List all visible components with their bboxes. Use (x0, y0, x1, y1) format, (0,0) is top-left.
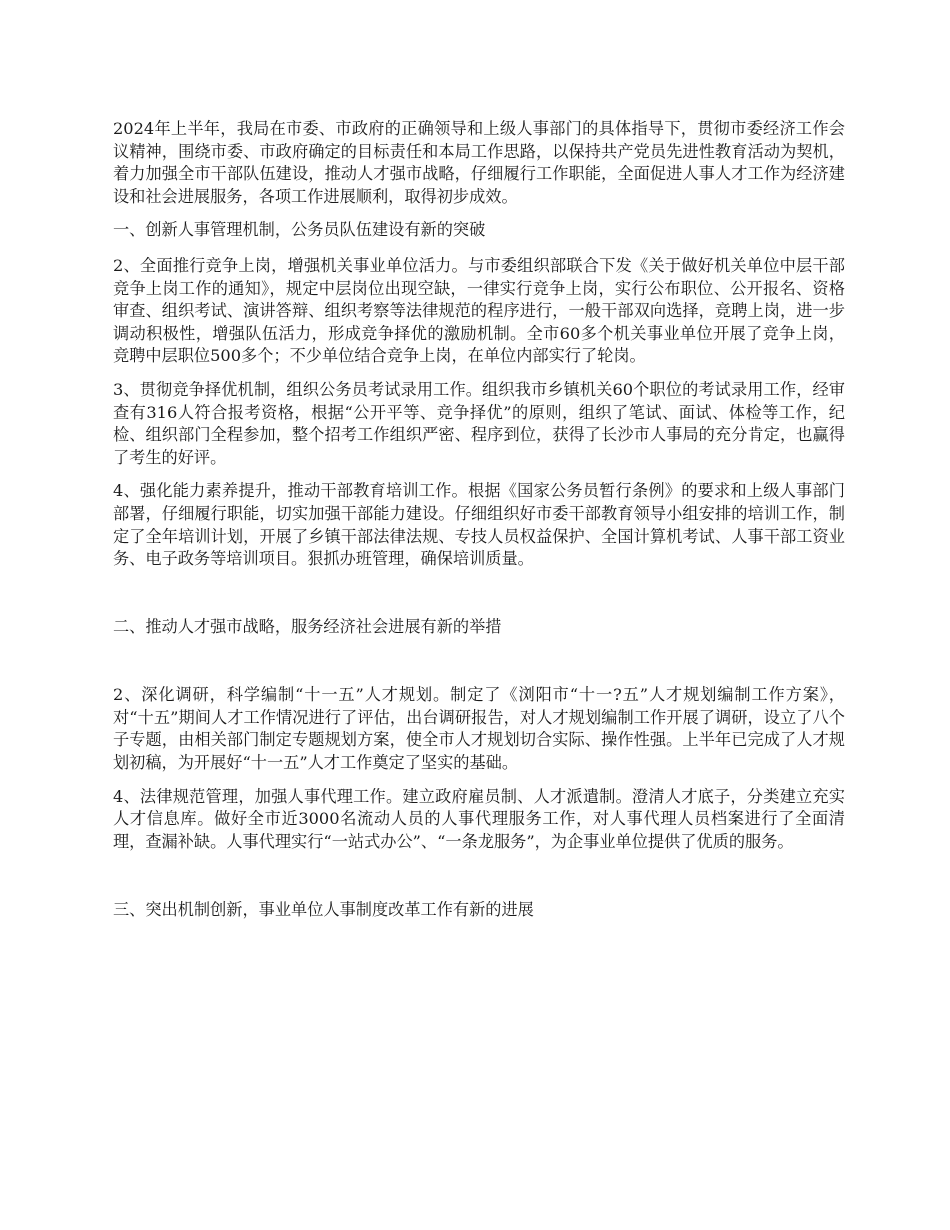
section-heading-2: 二、推动人才强市战略，服务经济社会进展有新的举措 (113, 616, 502, 636)
section-1-item-2: 2、全面推行竞争上岗，增强机关事业单位活力。与市委组织部联合下发《关于做好机关单位中层干部竞争上岗工作的通知》，规定中层岗位出现空缺，一律实行竞争上岗，实行公布职位、公开报名、资格审查、组织考试、演讲答辩、组织考察等法律规范的程序进行，一般干部双向选择，竞聘上岗，进一步调动积极性，增强队伍活力，形成竞争择优的激励机制。全市60多个机关事业单位开展了竞争上岗，竞聘中层职位500多个；不少单位结合竞争上岗，在单位内部实行了轮岗。 (113, 255, 845, 366)
intro-paragraph: 2024年上半年，我局在市委、市政府的正确领导和上级人事部门的具体指导下，贯彻市委经济工作会议精神，围绕市委、市政府确定的目标责任和本局工作思路，以保持共产党员先进性教育活动为契机，着力加强全市干部队伍建设，推动人才强市战略，仔细履行工作职能，全面促进人事人才工作为经济建设和社会进展服务，各项工作进展顺利，取得初步成效。 (113, 119, 845, 206)
section-heading-1: 一、创新人事管理机制，公务员队伍建设有新的突破 (113, 220, 486, 240)
section-2-item-2: 2、深化调研，科学编制“十一五”人才规划。制定了《浏阳市“十一?五”人才规划编制工作方案》，对“十五”期间人才工作情况进行了评估，出台调研报告，对人才规划编制工作开展了调研，设立了八个子专题，由相关部门制定专题规划方案，使全市人才规划切合实际、操作性强。上半年已完成了人才规划初稿，为开展好“十一五”人才工作奠定了坚实的基础。 (113, 685, 845, 773)
section-1-item-4: 4、强化能力素养提升，推动干部教育培训工作。根据《国家公务员暂行条例》的要求和上级人事部门部署，仔细履行职能，切实加强干部能力建设。仔细组织好市委干部教育领导小组安排的培训工作，制定了全年培训计划，开展了乡镇干部法律法规、专技人员权益保护、全国计算机考试、人事干部工资业务、电子政务等培训项目。狠抓办班管理，确保培训质量。 (113, 481, 845, 569)
section-heading-3: 三、突出机制创新，事业单位人事制度改革工作有新的进展 (113, 900, 534, 920)
document-body (113, 118, 845, 922)
section-2-item-4: 4、法律规范管理，加强人事代理工作。建立政府雇员制、人才派遣制。澄清人才底子，分类建立充实人才信息库。做好全市近3000名流动人员的人事代理服务工作，对人事代理人员档案进行了全面清理，查漏补缺。人事代理实行“一站式办公”、“一条龙服务”，为企事业单位提供了优质的服务。 (113, 786, 845, 851)
section-1-item-3: 3、贯彻竞争择优机制，组织公务员考试录用工作。组织我市乡镇机关60个职位的考试录用工作，经审查有316人符合报考资格，根据“公开平等、竞争择优”的原则，组织了笔试、面试、体检等工作，纪检、组织部门全程参加，整个招考工作组织严密、程序到位，获得了长沙市人事局的充分肯定，也赢得了考生的好评。 (113, 379, 845, 467)
